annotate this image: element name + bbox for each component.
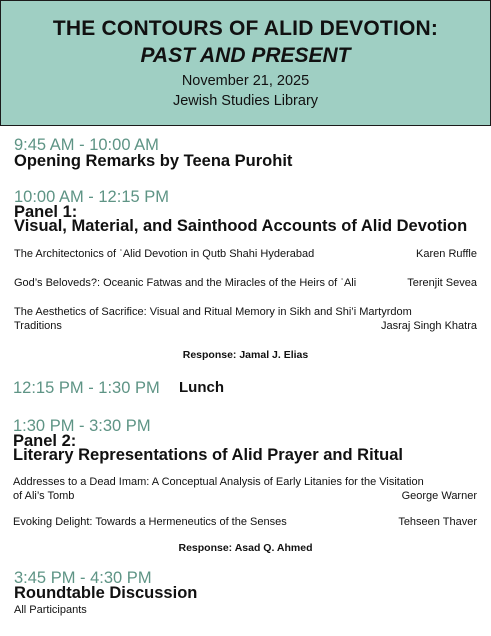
lunch-label: Lunch	[179, 379, 224, 396]
panel2-label: Panel 2:	[13, 432, 77, 450]
panel1-response: Response: Jamal J. Elias	[182, 349, 309, 361]
panel1-title: Visual, Material, and Sainthood Accounts of Alid Devotion	[14, 217, 468, 235]
panel1-label: Panel 1:	[14, 203, 78, 221]
panel1-talk-2-title: God’s Beloveds?: Oceanic Fatwas and the Miracles of the Heirs of ʿAli	[14, 277, 357, 289]
panel2-talk-1-title-line-1: Addresses to a Dead Imam: A Conceptual Analysis of Early Litanies for the Visitation	[13, 476, 424, 488]
opening-title: Opening Remarks by Teena Purohit	[14, 152, 293, 170]
panel1-talk-3-title-line-1: The Aesthetics of Sacrifice: Visual and Ritual Memory in Sikh and Shi’i Martyrdom	[14, 306, 412, 318]
event-header	[0, 0, 491, 126]
lunch-time: 12:15 PM - 1:30 PM	[13, 379, 160, 397]
panel1-time: 10:00 AM - 12:15 PM	[14, 188, 170, 206]
panel2-talk-1-speaker: George Warner	[401, 490, 477, 502]
event-date: November 21, 2025	[181, 73, 310, 89]
panel1-talk-2-speaker: Terenjit Sevea	[407, 277, 477, 289]
panel1-talk-1-title: The Architectonics of ʿAlid Devotion in Qutb Shahi Hyderabad	[14, 248, 315, 260]
opening-time: 9:45 AM - 10:00 AM	[14, 136, 159, 154]
panel1-talk-3-speaker: Jasraj Singh Khatra	[381, 320, 477, 332]
panel2-talk-2-title: Evoking Delight: Towards a Hermeneutics of the Senses	[13, 516, 287, 528]
event-title-line-1: THE CONTOURS OF ALID DEVOTION:	[52, 17, 439, 40]
roundtable-title: Roundtable Discussion	[14, 584, 198, 602]
event-title-line-2: PAST AND PRESENT	[140, 44, 351, 67]
roundtable-participants: All Participants	[14, 604, 87, 616]
panel2-title: Literary Representations of Alid Prayer and Ritual	[13, 446, 403, 464]
roundtable-time: 3:45 PM - 4:30 PM	[14, 569, 152, 587]
panel2-talk-1-title-line-2: of Ali’s Tomb	[13, 490, 75, 502]
panel1-talk-3-title-line-2: Traditions	[14, 320, 62, 332]
panel2-time: 1:30 PM - 3:30 PM	[13, 417, 151, 435]
event-venue: Jewish Studies Library	[172, 93, 319, 109]
panel2-talk-2-speaker: Tehseen Thaver	[398, 516, 477, 528]
panel2-response: Response: Asad Q. Ahmed	[178, 542, 313, 554]
panel1-talk-1-speaker: Karen Ruffle	[416, 248, 477, 260]
